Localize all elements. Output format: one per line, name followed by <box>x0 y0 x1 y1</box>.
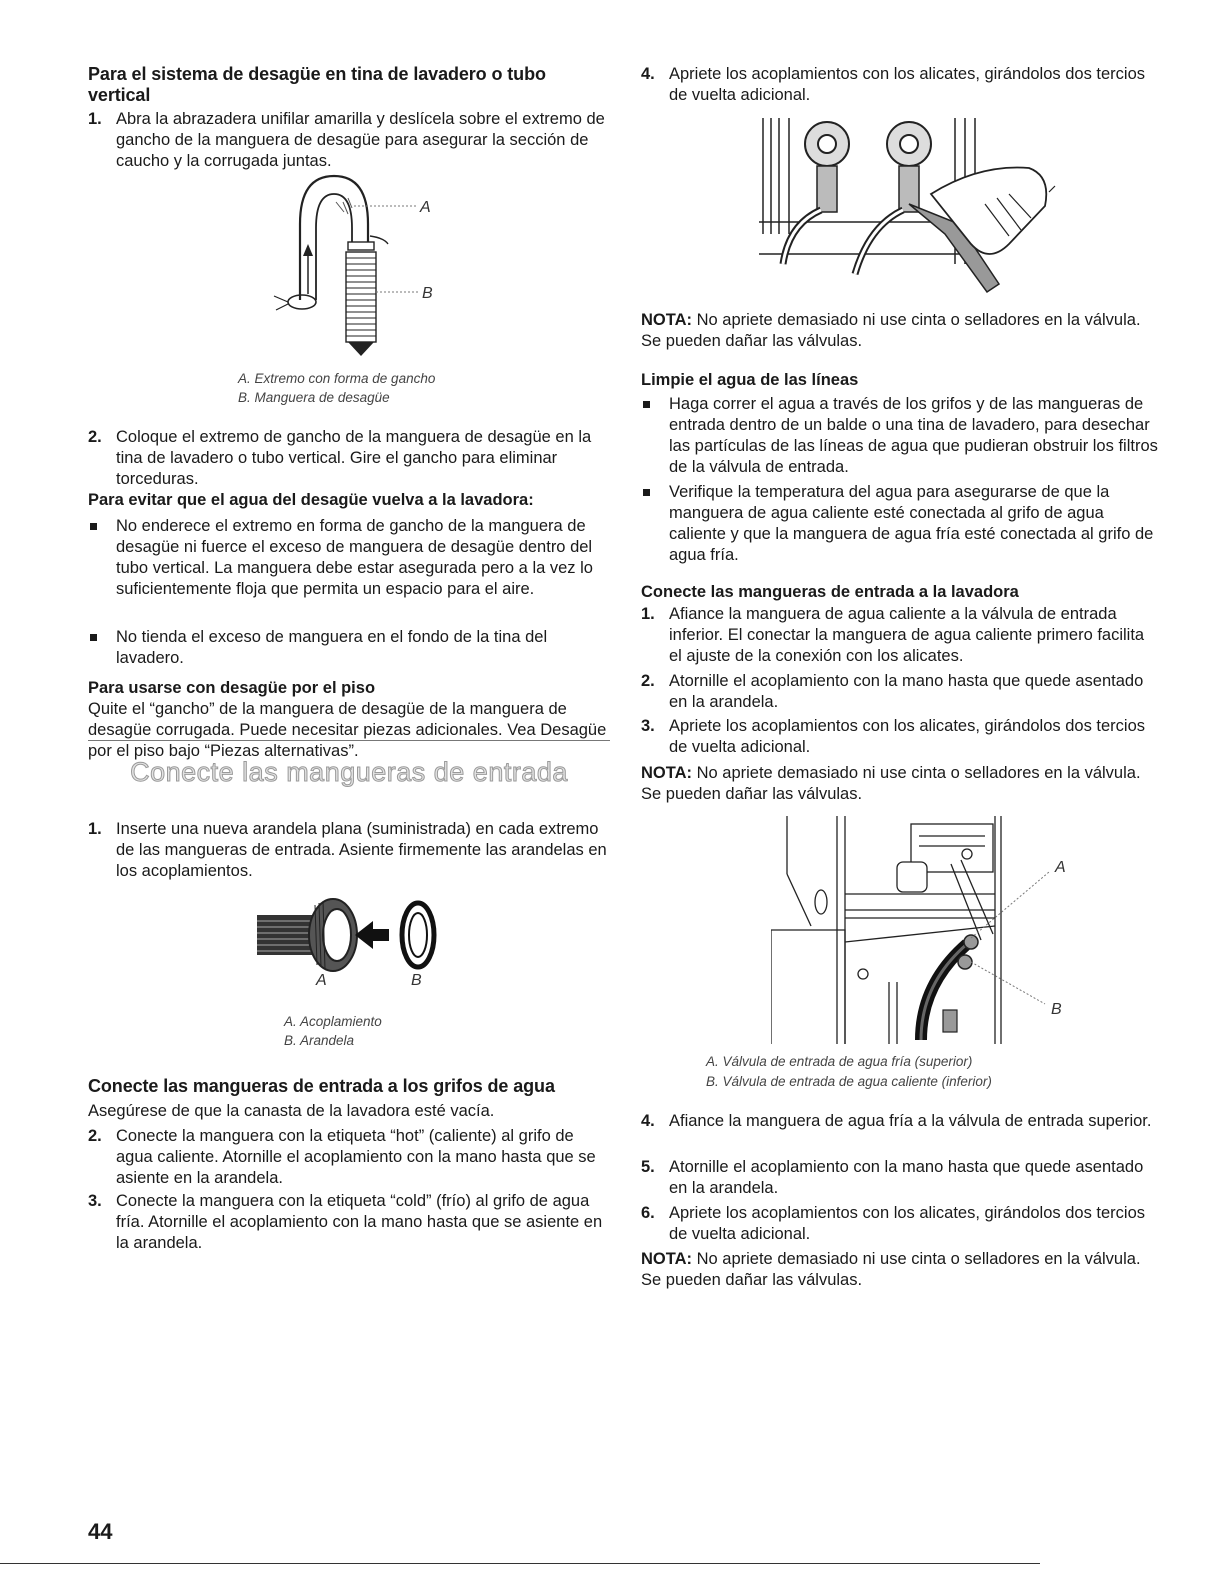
step-number: 3. <box>88 1192 102 1210</box>
drain-hose-hook-illustration <box>248 172 448 362</box>
faucets-pliers-illustration <box>759 114 1069 304</box>
note-label: NOTA: <box>641 764 693 782</box>
step-number: 5. <box>641 1158 655 1176</box>
bullet-item <box>641 394 1161 478</box>
note-label: NOTA: <box>641 311 693 329</box>
step-number: 4. <box>641 1112 655 1130</box>
note-label: NOTA: <box>641 1250 693 1268</box>
section-title-connect-washer: Conecte las mangueras de entrada a la lavadora <box>641 583 1019 601</box>
bullet-square-icon <box>641 482 669 566</box>
step-6-pliers <box>641 1203 1161 1245</box>
figure-caption-b: B. Arandela <box>284 1033 355 1048</box>
faucets-intro-text: Asegúrese de que la canasta de la lavadora esté vacía. <box>88 1102 495 1120</box>
figure-label-b: B <box>411 972 422 989</box>
step-3-cold-hose <box>88 1191 610 1254</box>
section-title-flush-lines: Limpie el agua de las líneas <box>641 371 859 389</box>
step-number: 3. <box>641 717 655 735</box>
figure-caption-b: B. Manguera de desagüe <box>238 390 390 405</box>
note-1 <box>641 310 1161 352</box>
note-3 <box>641 1249 1161 1291</box>
main-section-title: Conecte las mangueras de entrada <box>130 757 568 787</box>
step-text: Abra la abrazadera unifilar amarilla y deslícela sobre el extremo de gancho de la manguera de desagüe para asegurar la sección de caucho y la corrugada juntas. <box>116 110 605 170</box>
bullet-square-icon <box>641 394 669 478</box>
bullet-square-icon <box>88 627 116 669</box>
step-number: 1. <box>88 820 102 838</box>
figure-label-b: B <box>1051 1001 1062 1018</box>
figure-caption-a: A. Válvula de entrada de agua fría (superior) <box>706 1054 973 1069</box>
step-text: Afiance la manguera de agua caliente a la válvula de entrada inferior. El conectar la manguera de agua caliente primero facilita el ajuste de la conexión con los alicates. <box>669 605 1145 665</box>
step-4-cold-valve <box>641 1111 1161 1132</box>
figure-label-a: A <box>1055 859 1066 876</box>
figure-label-a: A <box>316 972 327 989</box>
step-text: Apriete los acoplamientos con los alicates, girándolos dos tercios de vuelta adicional. <box>669 717 1146 756</box>
note-text: No apriete demasiado ni use cinta o selladores en la válvula. Se pueden dañar las válvulas. <box>641 764 1141 803</box>
step-text: Apriete los acoplamientos con los alicates, girándolos dos tercios de vuelta adicional. <box>669 65 1146 104</box>
step-number: 4. <box>641 65 655 83</box>
figure-label-b: B <box>422 285 433 302</box>
section-divider <box>88 740 610 741</box>
step-text: Apriete los acoplamientos con los alicates, girándolos dos tercios de vuelta adicional. <box>669 1204 1146 1243</box>
washer-inlet-valves-illustration <box>771 814 1081 1050</box>
note-text: No apriete demasiado ni use cinta o selladores en la válvula. Se pueden dañar las válvulas. <box>641 311 1141 350</box>
bullet-text: Verifique la temperatura del agua para asegurarse de que la manguera de agua caliente esté conectada al grifo de agua caliente y que la manguera de agua fría esté conectada al grifo de agua fría. <box>669 483 1154 564</box>
step-4-tighten-pliers <box>641 64 1161 106</box>
step-text: Atornille el acoplamiento con la mano hasta que quede asentado en la arandela. <box>669 1158 1144 1197</box>
page-number: 44 <box>88 1519 113 1544</box>
bullet-text: No tienda el exceso de manguera en el fondo de la tina del lavadero. <box>116 628 548 667</box>
step-2-hand-tighten <box>641 671 1161 713</box>
floor-drain-text: Quite el “gancho” de la manguera de desagüe de la manguera de desagüe corrugada. Puede necesitar piezas adicionales. Vea Desagüe por el piso bajo “Piezas alternativas”. <box>88 700 607 760</box>
step-text: Conecte la manguera con la etiqueta “hot” (caliente) al grifo de agua caliente. Atornille el acoplamiento con la mano hasta que se asiente en la arandela. <box>116 1127 596 1187</box>
step-number: 2. <box>88 1127 102 1145</box>
bullet-square-icon <box>88 516 116 600</box>
step-text: Atornille el acoplamiento con la mano hasta que quede asentado en la arandela. <box>669 672 1144 711</box>
figure-caption-a: A. Extremo con forma de gancho <box>238 371 436 386</box>
step-text: Inserte una nueva arandela plana (suministrada) en cada extremo de las mangueras de entrada. Asiente firmemente las arandelas en los acoplamientos. <box>116 820 607 880</box>
bullet-item <box>641 482 1161 566</box>
step-1-washer <box>88 819 610 882</box>
section-title-floor-drain: Para usarse con desagüe por el piso <box>88 679 376 697</box>
section-title-prevent-backflow: Para evitar que el agua del desagüe vuelva a la lavadora: <box>88 491 534 509</box>
section-title-connect-faucets: Conecte las mangueras de entrada a los grifos de agua <box>88 1076 555 1096</box>
step-text: Afiance la manguera de agua fría a la válvula de entrada superior. <box>669 1112 1152 1130</box>
step-text: Coloque el extremo de gancho de la manguera de desagüe en la tina de lavadero o tubo vertical. Gire el gancho para eliminar torceduras. <box>116 428 592 488</box>
figure-label-a: A <box>420 199 431 216</box>
step-number: 1. <box>641 605 655 623</box>
step-1-hot-valve <box>641 604 1161 667</box>
note-text: No apriete demasiado ni use cinta o selladores en la válvula. Se pueden dañar las válvulas. <box>641 1250 1141 1289</box>
step-number: 2. <box>88 428 102 446</box>
step-number: 1. <box>88 110 102 128</box>
bullet-item <box>88 516 610 600</box>
bullet-text: Haga correr el agua a través de los grifos y de las mangueras de entrada dentro de un balde o una tina de lavadero, para desechar las partículas de las líneas de agua que pudieran obstruir los filtros de la válvula de entrada. <box>669 395 1158 476</box>
step-2-hot-hose <box>88 1126 610 1189</box>
bullet-item <box>88 627 610 669</box>
coupling-washer-illustration <box>253 895 453 995</box>
figure-caption-b: B. Válvula de entrada de agua caliente (inferior) <box>706 1074 992 1089</box>
figure-caption-a: A. Acoplamiento <box>284 1014 382 1029</box>
footer-rule <box>0 1563 1040 1564</box>
note-2 <box>641 763 1161 805</box>
step-3-pliers <box>641 716 1161 758</box>
bullet-text: No enderece el extremo en forma de gancho de la manguera de desagüe ni fuerce el exceso de manguera de desagüe dentro del tubo vertical. La manguera debe estar asegurada pero a la vez lo suficientemente floja que permita un espacio para el aire. <box>116 517 593 598</box>
step-number: 6. <box>641 1204 655 1222</box>
step-number: 2. <box>641 672 655 690</box>
step-text: Conecte la manguera con la etiqueta “cold” (frío) al grifo de agua fría. Atornille el acoplamiento con la mano hasta que se asiente en la arandela. <box>116 1192 603 1252</box>
step-2-place-hook <box>88 427 610 490</box>
step-5-hand-tighten <box>641 1157 1161 1199</box>
step-1-clamp <box>88 109 610 172</box>
section-title-tub-drain: Para el sistema de desagüe en tina de lavadero o tubo vertical <box>88 64 546 105</box>
